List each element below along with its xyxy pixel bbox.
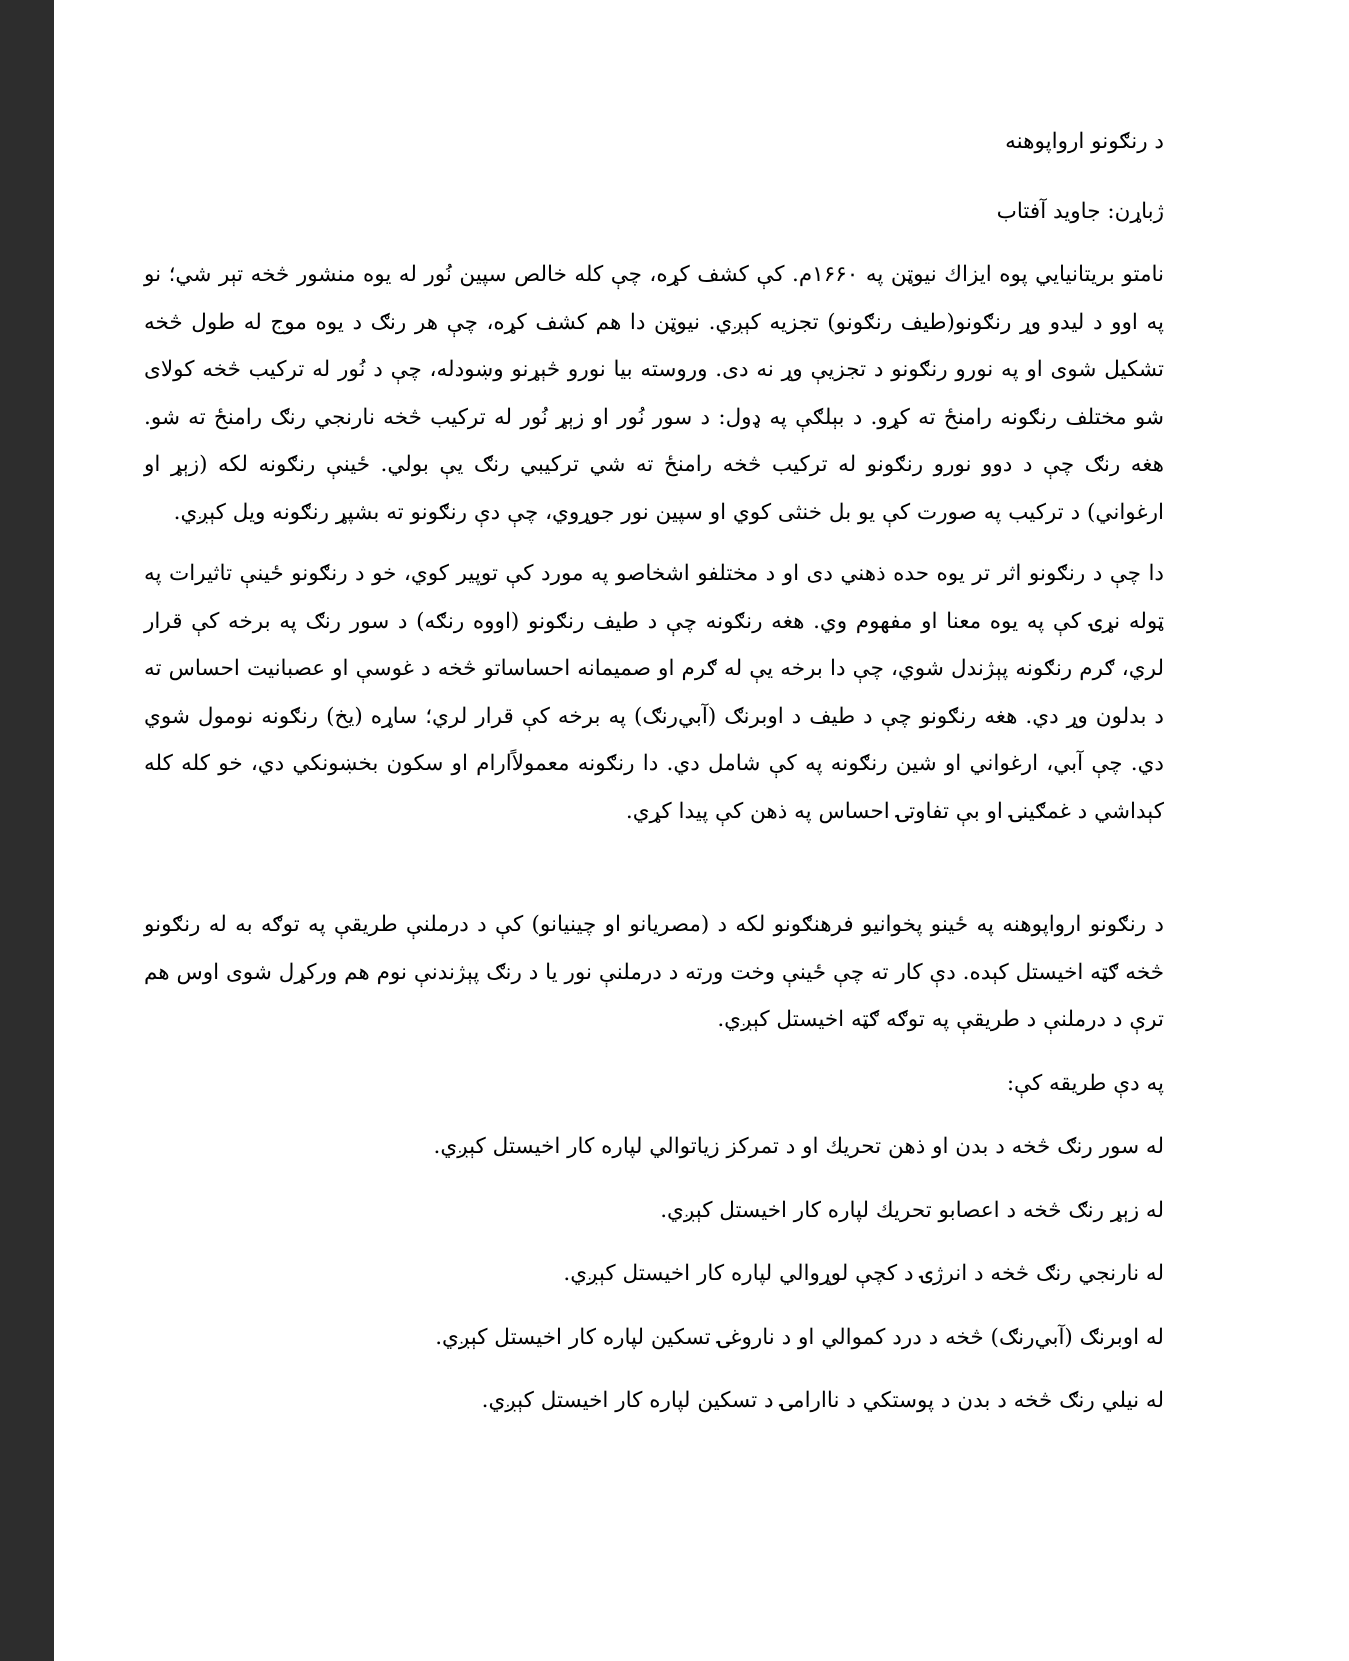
paragraph-color-effects: دا چې د رنګونو اثر تر یوه حده ذهني دی او د مختلفو اشخاصو په مورد کې توپیر کوي، خو د رنګونو ځینې تاثیرات په ټوله نړۍ کې په یوه معنا او مفهوم وي. هغه رنګونه چې د طیف رنګونو (اووه رنګه) د سور رنګ په برخه کې قرار لري، ګرم رنګونه پېژندل شوي، چې دا برخه یې له ګرم او صمیمانه احساساتو څخه د غوسې او عصبانیت احساس ته د بدلون وړ دي. هغه رنګونو چې د طیف د اوبرنګ (آبي‌رنګ) په برخه کې قرار لري؛ ساړه (یخ) رنګونه نومول شوي دي. چې آبي، ارغواني او شین رنګونه په کې شامل دي. دا رنګونه معمولاًارام او سکون بخښونکي دي، خو کله کله کېداشي د غمګینۍ او بې تفاوتۍ احساس په ذهن کې پیدا کړي.	[144, 561, 1164, 824]
list-item-blue: له اوبرنګ (آبي‌رنګ) څخه د درد کموالي او د ناروغۍ تسکین لپاره کار اخیستل کېږي.	[435, 1324, 1164, 1350]
list-item-indigo: له نیلي رنګ څخه د بدن د پوستکي د ناارامۍ د تسکین لپاره کار اخیستل کېږي.	[481, 1388, 1164, 1413]
list-item-yellow: له زېړ رنګ څخه د اعصابو تحریك لپاره کار اخیستل کېږي.	[660, 1197, 1164, 1223]
document-page	[54, 0, 1349, 1661]
viewer-left-bar	[0, 0, 54, 1661]
document-title: د رنګونو اروا‌پوهنه	[1005, 129, 1164, 154]
paragraph-color-therapy: د رنګونو اروا‌پوهنه په ځینو پخوانیو فرهنګونو لکه د (مصریانو او چینیانو) کې د درملنې طریقې په توګه به له رنګونو څخه ګټه اخیستل کېده. دې کار ته چې ځینې وخت ورته د درملنې نور یا د رنګ پېژندنې نوم هم ورکړل شوی اوس هم ترې د درملنې د طریقې په توګه ګټه اخیستل کېږي.	[144, 912, 1164, 1032]
list-intro: په دې طریقه کې:	[1006, 1070, 1164, 1096]
document-content	[144, 118, 1164, 1441]
list-item-red: له سور رنګ څخه د بدن او ذهن تحریك او د تمرکز زیاتوالي لپاره کار اخیستل کېږي.	[433, 1134, 1164, 1159]
document-author: ژباړن: جاوید آفتاب	[996, 198, 1164, 224]
paragraph-newton: نامتو بریتانیایي پوه ایزاك نیوټن په ۱۶۶۰م. کې کشف کړه، چې کله خالص سپین نُور له یوه منشور څخه تېر شي؛ نو په اوو د لیدو وړ رنګونو(طیف رنګونو) تجزیه کېږي. نیوټن دا هم کشف کړه، چې هر رنګ د یوه موج له طول څخه تشکیل شوی او په نورو رنګونو د تجزیې وړ نه دی. وروسته بیا نورو څېړنو وښودله، چې د نُور له ترکیب څخه کولای شو مختلف رنګونه رامنځ ته کړو. د بېلګې په ډول: د سور نُور او زېړ نُور له ترکیب څخه نارنجي رنګ رامنځ ته شو. هغه رنګ چې د دوو نورو رنګونو له ترکیب څخه رامنځ ته شي ترکیبي رنګ یې بولي. ځینې رنګونه لکه (زېړ او ارغواني) د ترکیب په صورت کې یو بل خنثی کوي او سپین نور جوړوي، چې دې رنګونو ته بشپړ رنګونه ویل کېږي.	[144, 262, 1164, 525]
list-item-orange: له نارنجي رنګ څخه د انرژۍ د کچې لوړوالي لپاره کار اخیستل کېږي.	[563, 1261, 1164, 1286]
